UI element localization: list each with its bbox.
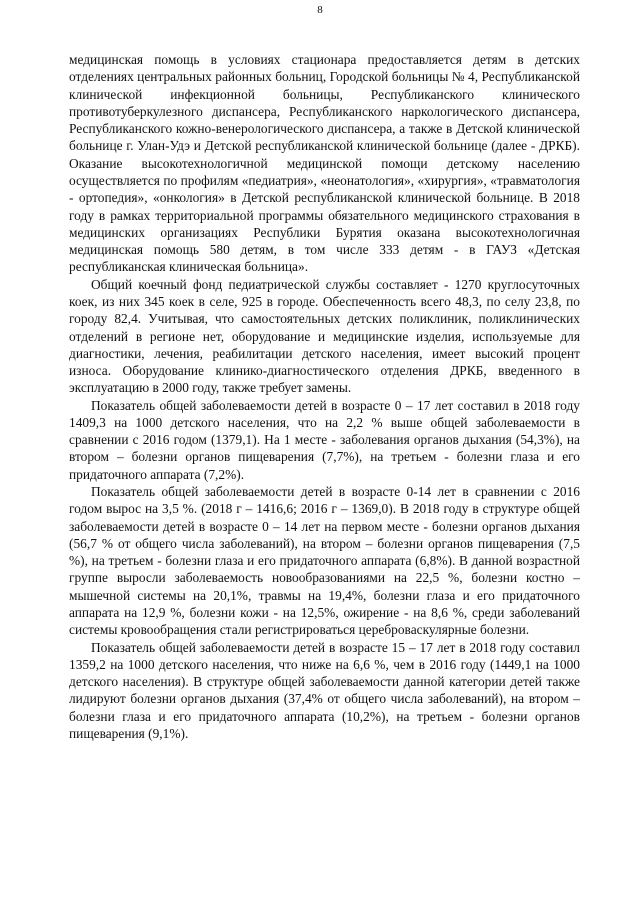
paragraph-morbidity-0-14: Показатель общей заболеваемости детей в возрасте 0-14 лет в сравнении с 2016 годом вырос на 3,5 %. (2018 г – 1416,6; 2016 г – 1369,0). В 2018 году в структуре общей заболеваемости детей в возрасте 0 – 14 лет на первом месте - болезни органов дыхания (56,7 % от общего числа заболеваний), на втором – болезни органов пищеварения (7,5 %), на третьем - болезни глаза и его придаточного аппарата (6,8%). В данной возрастной группе выросли заболеваемость новообразованиями на 22,5 %, болезни костно – мышечной системы на 20,1%, травмы на 19,4%, болезни глаза и его придаточного аппарата на 12,9 %, болезни кожи - на 12,5%, ожирение - на 8,6 %, среди заболеваний системы кровообращения стали регистрироваться цереброваскулярные болезни. <box>69 484 580 638</box>
paragraph-inpatient-care: медицинская помощь в условиях стационара предоставляется детям в детских отделениях центральных районных больниц, Городской больницы № 4, Республиканской клинической инфекционной больницы, Республиканского клинического противотуберкулезного диспансера, Республиканского наркологического диспансера, Республиканского кожно-венерологического диспансера, а также в Детской клинической больнице г. Улан-Удэ и Детской республиканской клинической больнице (далее - ДРКБ). Оказание высокотехнологичной медицинской помощи детскому населению осуществляется по профилям «педиатрия», «неонатология», «хирургия», «травматология - ортопедия», «онкология» в Детской республиканской клинической больнице. В 2018 году в рамках территориальной программы обязательного медицинского страхования в медицинских организациях Республики Бурятия оказана высокотехнологичная медицинская помощь 580 детям, в том числе 333 детям - в ГАУЗ «Детская республиканская клиническая больница». <box>69 52 580 275</box>
document-body <box>69 51 580 742</box>
paragraph-morbidity-15-17: Показатель общей заболеваемости детей в возрасте 15 – 17 лет в 2018 году составил 1359,2 на 1000 детского населения, что ниже на 6,6 %, чем в 2016 году (1449,1 на 1000 детского населения). В структуре общей заболеваемости данной категории детей также лидируют болезни органов дыхания (37,4% от общего числа заболеваний), на втором – болезни глаза и его придаточного аппарата (10,2%), на третьем - болезни органов пищеварения (9,1%). <box>69 639 580 741</box>
page-number: 8 <box>317 4 323 16</box>
paragraph-morbidity-0-17: Показатель общей заболеваемости детей в возрасте 0 – 17 лет составил в 2018 году 1409,3 на 1000 детского населения, что на 2,2 % выше общей заболеваемости в сравнении с 2016 годом (1379,1). На 1 месте - заболевания органов дыхания (54,3%), на втором – болезни органов пищеварения (7,7%), на третьем - болезни глаза и его придаточного аппарата (7,2%). <box>69 397 580 482</box>
paragraph-bed-fund: Общий коечный фонд педиатрической службы составляет - 1270 круглосуточных коек, из них 345 коек в селе, 925 в городе. Обеспеченность всего 48,3, по селу 23,8, по городу 82,4. Учитывая, что самостоятельных детских поликлиник, поликлинических отделений в регионе нет, оборудование и медицинские изделия, используемые для диагностики, лечения, реабилитации детского населения, имеет высокий процент износа. Оборудование клинико-диагностического отделения ДРКБ, введенного в эксплуатацию в 2000 году, также требует замены. <box>69 276 580 396</box>
